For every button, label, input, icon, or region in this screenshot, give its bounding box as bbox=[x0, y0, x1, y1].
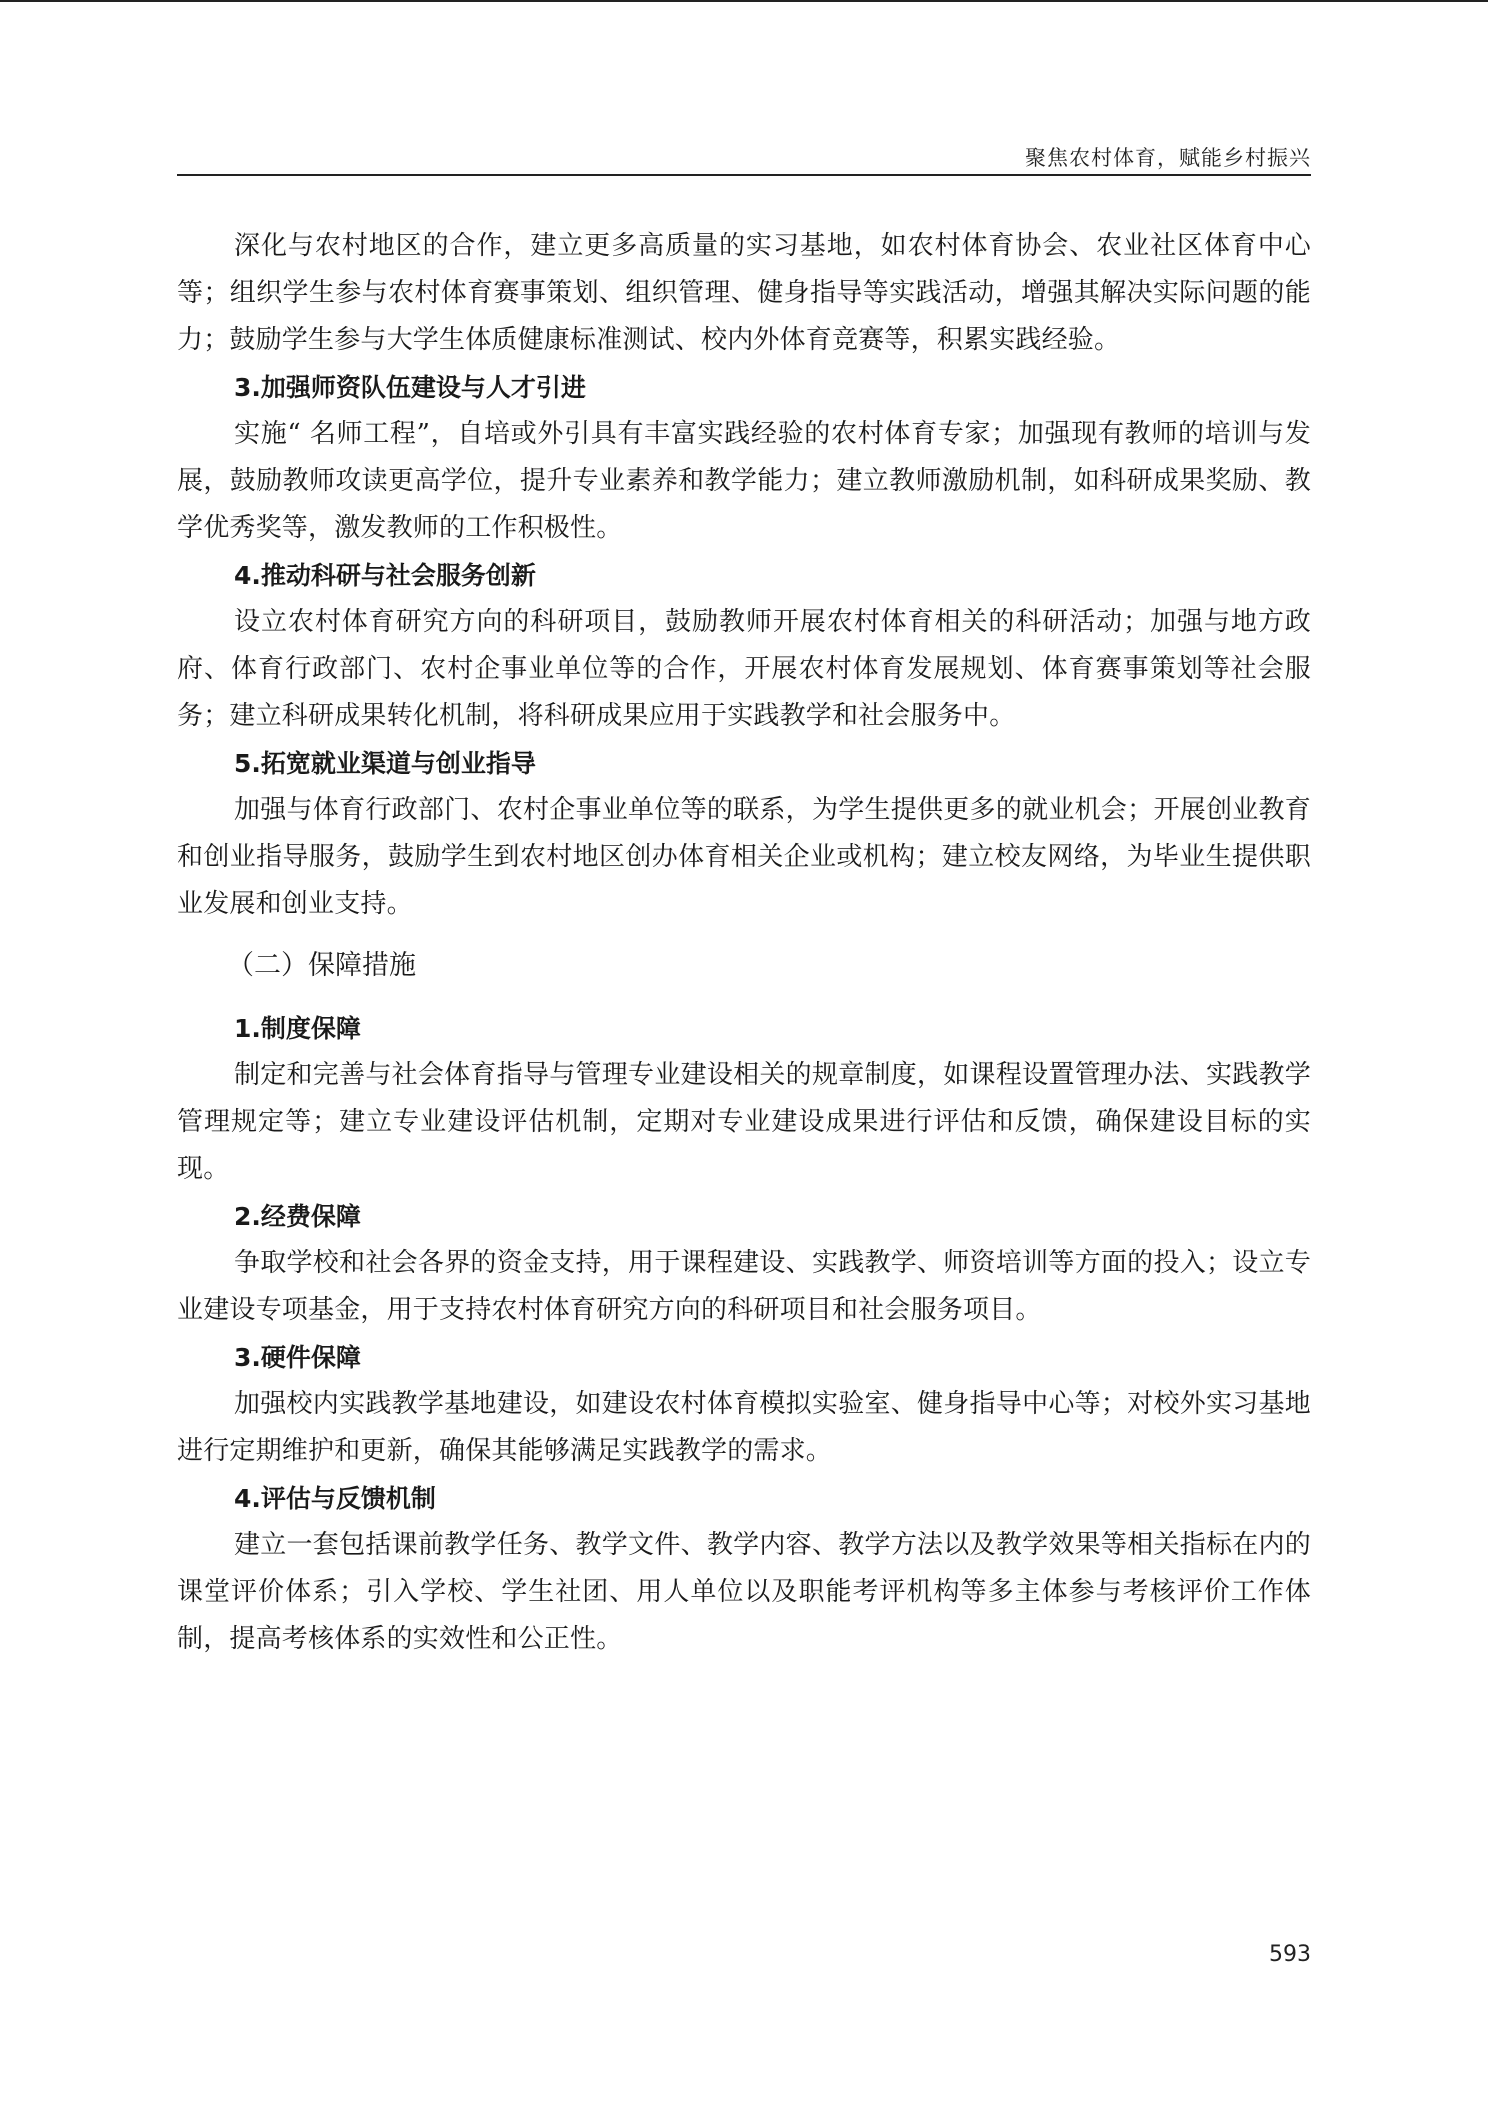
running-header: 聚焦农村体育，赋能乡村振兴 bbox=[1025, 146, 1311, 170]
subheading-funding: 2.经费保障 bbox=[234, 1202, 361, 1231]
paragraph-employment: 加强与体育行政部门、农村企事业单位等的联系，为学生提供更多的就业机会；开展创业教育和创业指导服务，鼓励学生到农村地区创办体育相关企业或机构；建立校友网络，为毕业生提供职业发展和创业支持。 bbox=[177, 795, 1311, 919]
paragraph-funding: 争取学校和社会各界的资金支持，用于课程建设、实践教学、师资培训等方面的投入；设立专业建设专项基金，用于支持农村体育研究方向的科研项目和社会服务项目。 bbox=[177, 1248, 1311, 1325]
paragraph-faculty: 实施“ 名师工程”，自培或外引具有丰富实践经验的农村体育专家；加强现有教师的培训与发展，鼓励教师攻读更高学位，提升专业素养和教学能力；建立教师激励机制，如科研成果奖励、教学优秀奖等，激发教师的工作积极性。 bbox=[177, 419, 1311, 543]
paragraph-hardware: 加强校内实践教学基地建设，如建设农村体育模拟实验室、健身指导中心等；对校外实习基地进行定期维护和更新，确保其能够满足实践教学的需求。 bbox=[177, 1389, 1311, 1466]
paragraph-research: 设立农村体育研究方向的科研项目，鼓励教师开展农村体育相关的科研活动；加强与地方政府、体育行政部门、农村企事业单位等的合作，开展农村体育发展规划、体育赛事策划等社会服务；建立科研成果转化机制，将科研成果应用于实践教学和社会服务中。 bbox=[177, 607, 1311, 731]
header-rule bbox=[177, 174, 1311, 176]
subheading-faculty: 3.加强师资队伍建设与人才引进 bbox=[234, 373, 586, 402]
paragraph-evaluation: 建立一套包括课前教学任务、教学文件、教学内容、教学方法以及教学效果等相关指标在内的课堂评价体系；引入学校、学生社团、用人单位以及职能考评机构等多主体参与考核评价工作体制，提高考核体系的实效性和公正性。 bbox=[177, 1530, 1311, 1654]
paragraph-institutional: 制定和完善与社会体育指导与管理专业建设相关的规章制度，如课程设置管理办法、实践教学管理规定等；建立专业建设评估机制，定期对专业建设成果进行评估和反馈，确保建设目标的实现。 bbox=[177, 1060, 1311, 1184]
subheading-hardware: 3.硬件保障 bbox=[234, 1343, 361, 1372]
subheading-employment: 5.拓宽就业渠道与创业指导 bbox=[234, 749, 536, 778]
subheading-evaluation: 4.评估与反馈机制 bbox=[234, 1484, 436, 1513]
subheading-research: 4.推动科研与社会服务创新 bbox=[234, 561, 536, 590]
subheading-institutional: 1.制度保障 bbox=[234, 1014, 361, 1043]
paragraph-practice-bases: 深化与农村地区的合作，建立更多高质量的实习基地，如农村体育协会、农业社区体育中心等；组织学生参与农村体育赛事策划、组织管理、健身指导等实践活动，增强其解决实际问题的能力；鼓励学生参与大学生体质健康标准测试、校内外体育竞赛等，积累实践经验。 bbox=[177, 231, 1311, 355]
page-body bbox=[177, 223, 1311, 1663]
page-number: 593 bbox=[1269, 1942, 1311, 1967]
section-heading-guarantees: （二）保障措施 bbox=[227, 950, 416, 981]
